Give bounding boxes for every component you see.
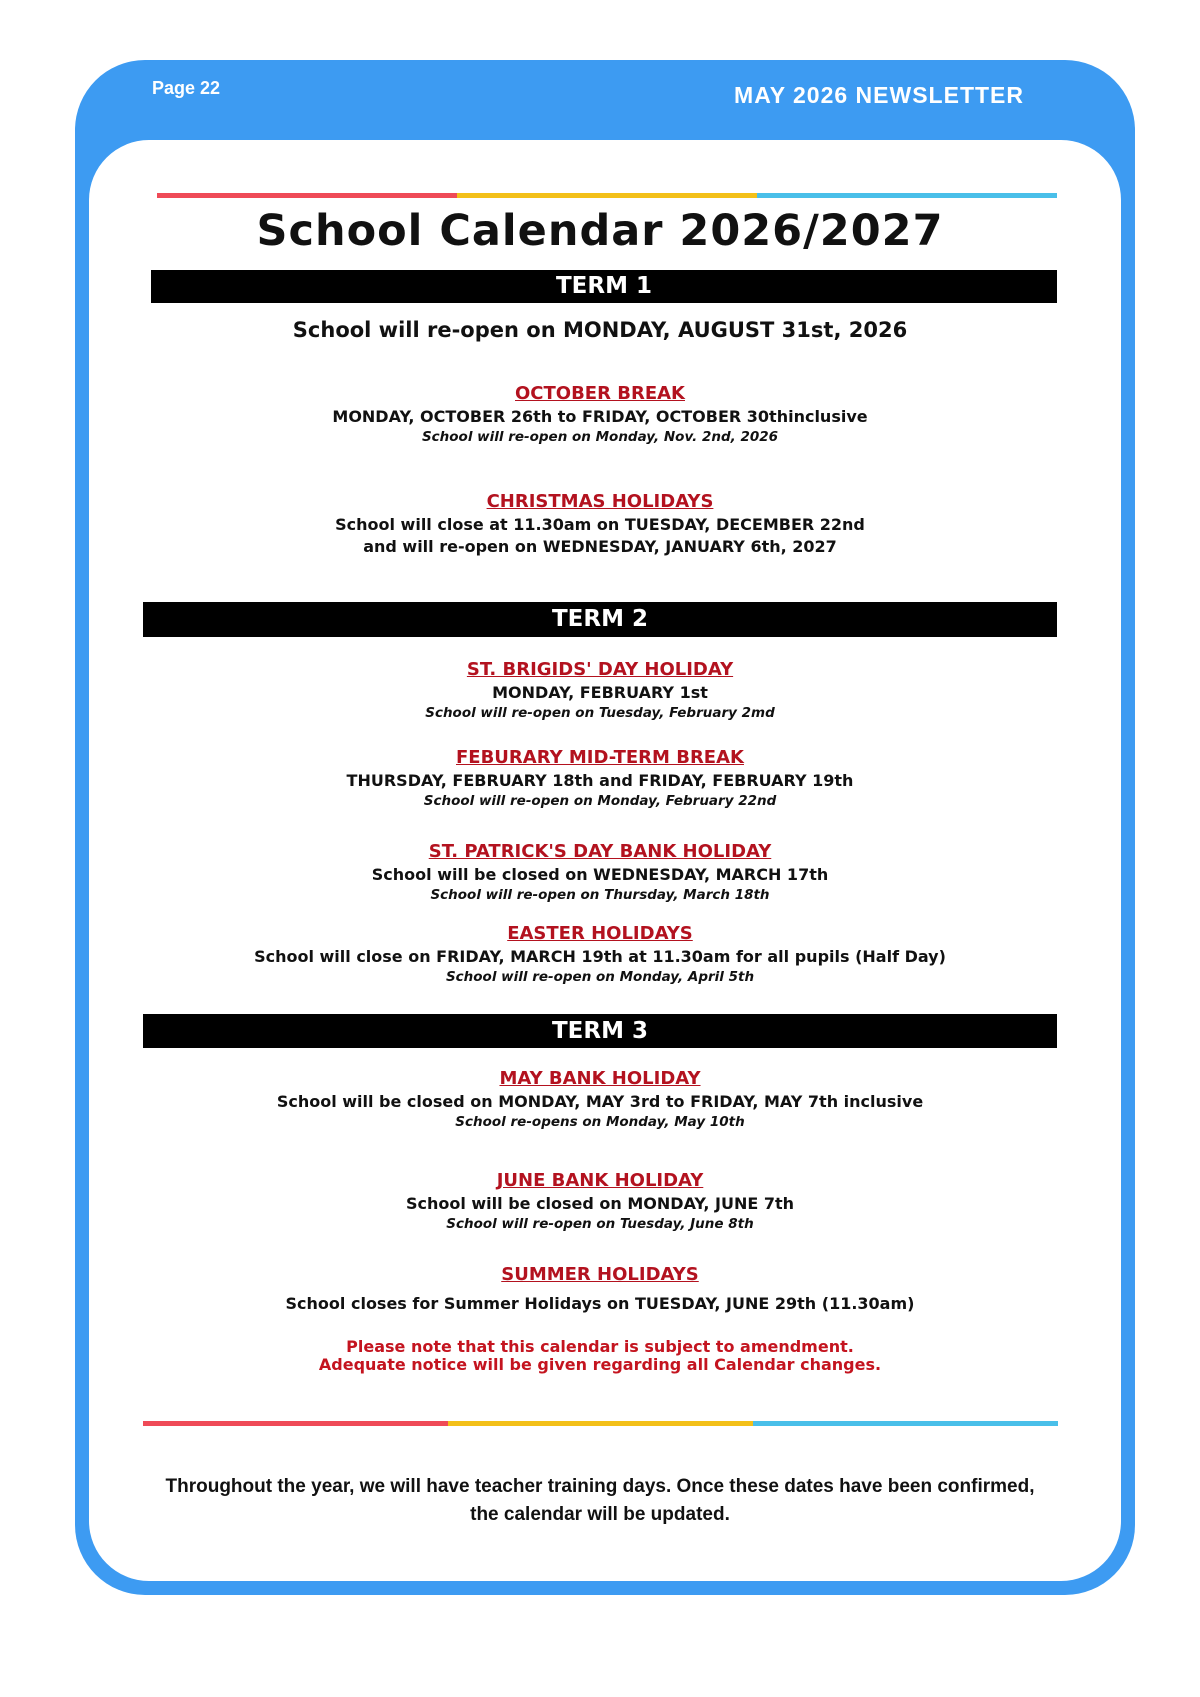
summer-section <box>0 1263 1200 1315</box>
calendar-title: School Calendar 2026/2027 <box>256 206 944 256</box>
may-bank-section <box>0 1067 1200 1131</box>
easter-section <box>0 922 1200 986</box>
june-bank-section <box>0 1169 1200 1233</box>
easter-heading: EASTER HOLIDAYS <box>507 923 693 944</box>
page-number: Page 22 <box>152 78 221 98</box>
summer-line: School closes for Summer Holidays on TUESDAY, JUNE 29th (11.30am) <box>285 1294 915 1313</box>
disclaimer <box>0 1338 1200 1374</box>
footer-line-2: the calendar will be updated. <box>470 1504 730 1525</box>
st-brigids-section <box>0 658 1200 722</box>
may-bank-heading: MAY BANK HOLIDAY <box>499 1068 701 1089</box>
footer-line-1: Throughout the year, we will have teacher training days. Once these dates have been confirmed, <box>165 1476 1035 1497</box>
st-brigids-heading: ST. BRIGIDS' DAY HOLIDAY <box>466 659 734 680</box>
may-bank-line: School will be closed on MONDAY, MAY 3rd to FRIDAY, MAY 7th inclusive <box>276 1092 924 1111</box>
june-bank-heading: JUNE BANK HOLIDAY <box>496 1170 704 1191</box>
st-brigids-note: School will re-open on Tuesday, February 2md <box>425 705 775 721</box>
bottom-color-stripe <box>143 1421 1058 1426</box>
midterm-note: School will re-open on Monday, February 22nd <box>423 793 777 809</box>
midterm-line: THURSDAY, FEBRUARY 18th and FRIDAY, FEBRUARY 19th <box>346 771 854 790</box>
newsletter-title: MAY 2026 NEWSLETTER <box>734 82 1024 108</box>
christmas-heading: CHRISTMAS HOLIDAYS <box>486 491 714 512</box>
easter-line: School will close on FRIDAY, MARCH 19th at 11.30am for all pupils (Half Day) <box>254 947 946 966</box>
june-bank-line: School will be closed on MONDAY, JUNE 7th <box>405 1194 795 1213</box>
st-patricks-note: School will re-open on Thursday, March 18th <box>430 887 770 903</box>
term-2-bar: TERM 2 <box>143 602 1057 637</box>
october-break-section <box>0 382 1200 446</box>
footer-note <box>0 1473 1200 1529</box>
term-1-bar: TERM 1 <box>151 270 1057 303</box>
st-patricks-line: School will be closed on WEDNESDAY, MARCH 17th <box>371 865 829 884</box>
summer-heading: SUMMER HOLIDAYS <box>501 1264 699 1285</box>
top-color-stripe <box>157 193 1057 198</box>
st-brigids-line: MONDAY, FEBRUARY 1st <box>492 683 708 702</box>
disclaimer-line-2: Adequate notice will be given regarding all Calendar changes. <box>318 1355 882 1374</box>
disclaimer-line-1: Please note that this calendar is subject to amendment. <box>346 1337 854 1356</box>
midterm-heading: FEBURARY MID-TERM BREAK <box>456 747 744 768</box>
easter-note: School will re-open on Monday, April 5th <box>445 969 755 985</box>
st-patricks-section <box>0 840 1200 904</box>
october-break-heading: OCTOBER BREAK <box>515 383 685 404</box>
may-bank-note: School re-opens on Monday, May 10th <box>455 1114 745 1130</box>
term-1-reopen: School will re-open on MONDAY, AUGUST 31st, 2026 <box>292 318 908 342</box>
october-break-line: MONDAY, OCTOBER 26th to FRIDAY, OCTOBER 30thinclusive <box>332 407 868 426</box>
christmas-section <box>0 490 1200 558</box>
term-3-bar: TERM 3 <box>143 1014 1057 1048</box>
june-bank-note: School will re-open on Tuesday, June 8th <box>446 1216 754 1232</box>
midterm-section <box>0 746 1200 810</box>
october-break-note: School will re-open on Monday, Nov. 2nd, 2026 <box>421 429 779 445</box>
christmas-line-2: and will re-open on WEDNESDAY, JANUARY 6th, 2027 <box>363 537 837 556</box>
st-patricks-heading: ST. PATRICK'S DAY BANK HOLIDAY <box>428 841 772 862</box>
christmas-line-1: School will close at 11.30am on TUESDAY, DECEMBER 22nd <box>335 515 865 534</box>
